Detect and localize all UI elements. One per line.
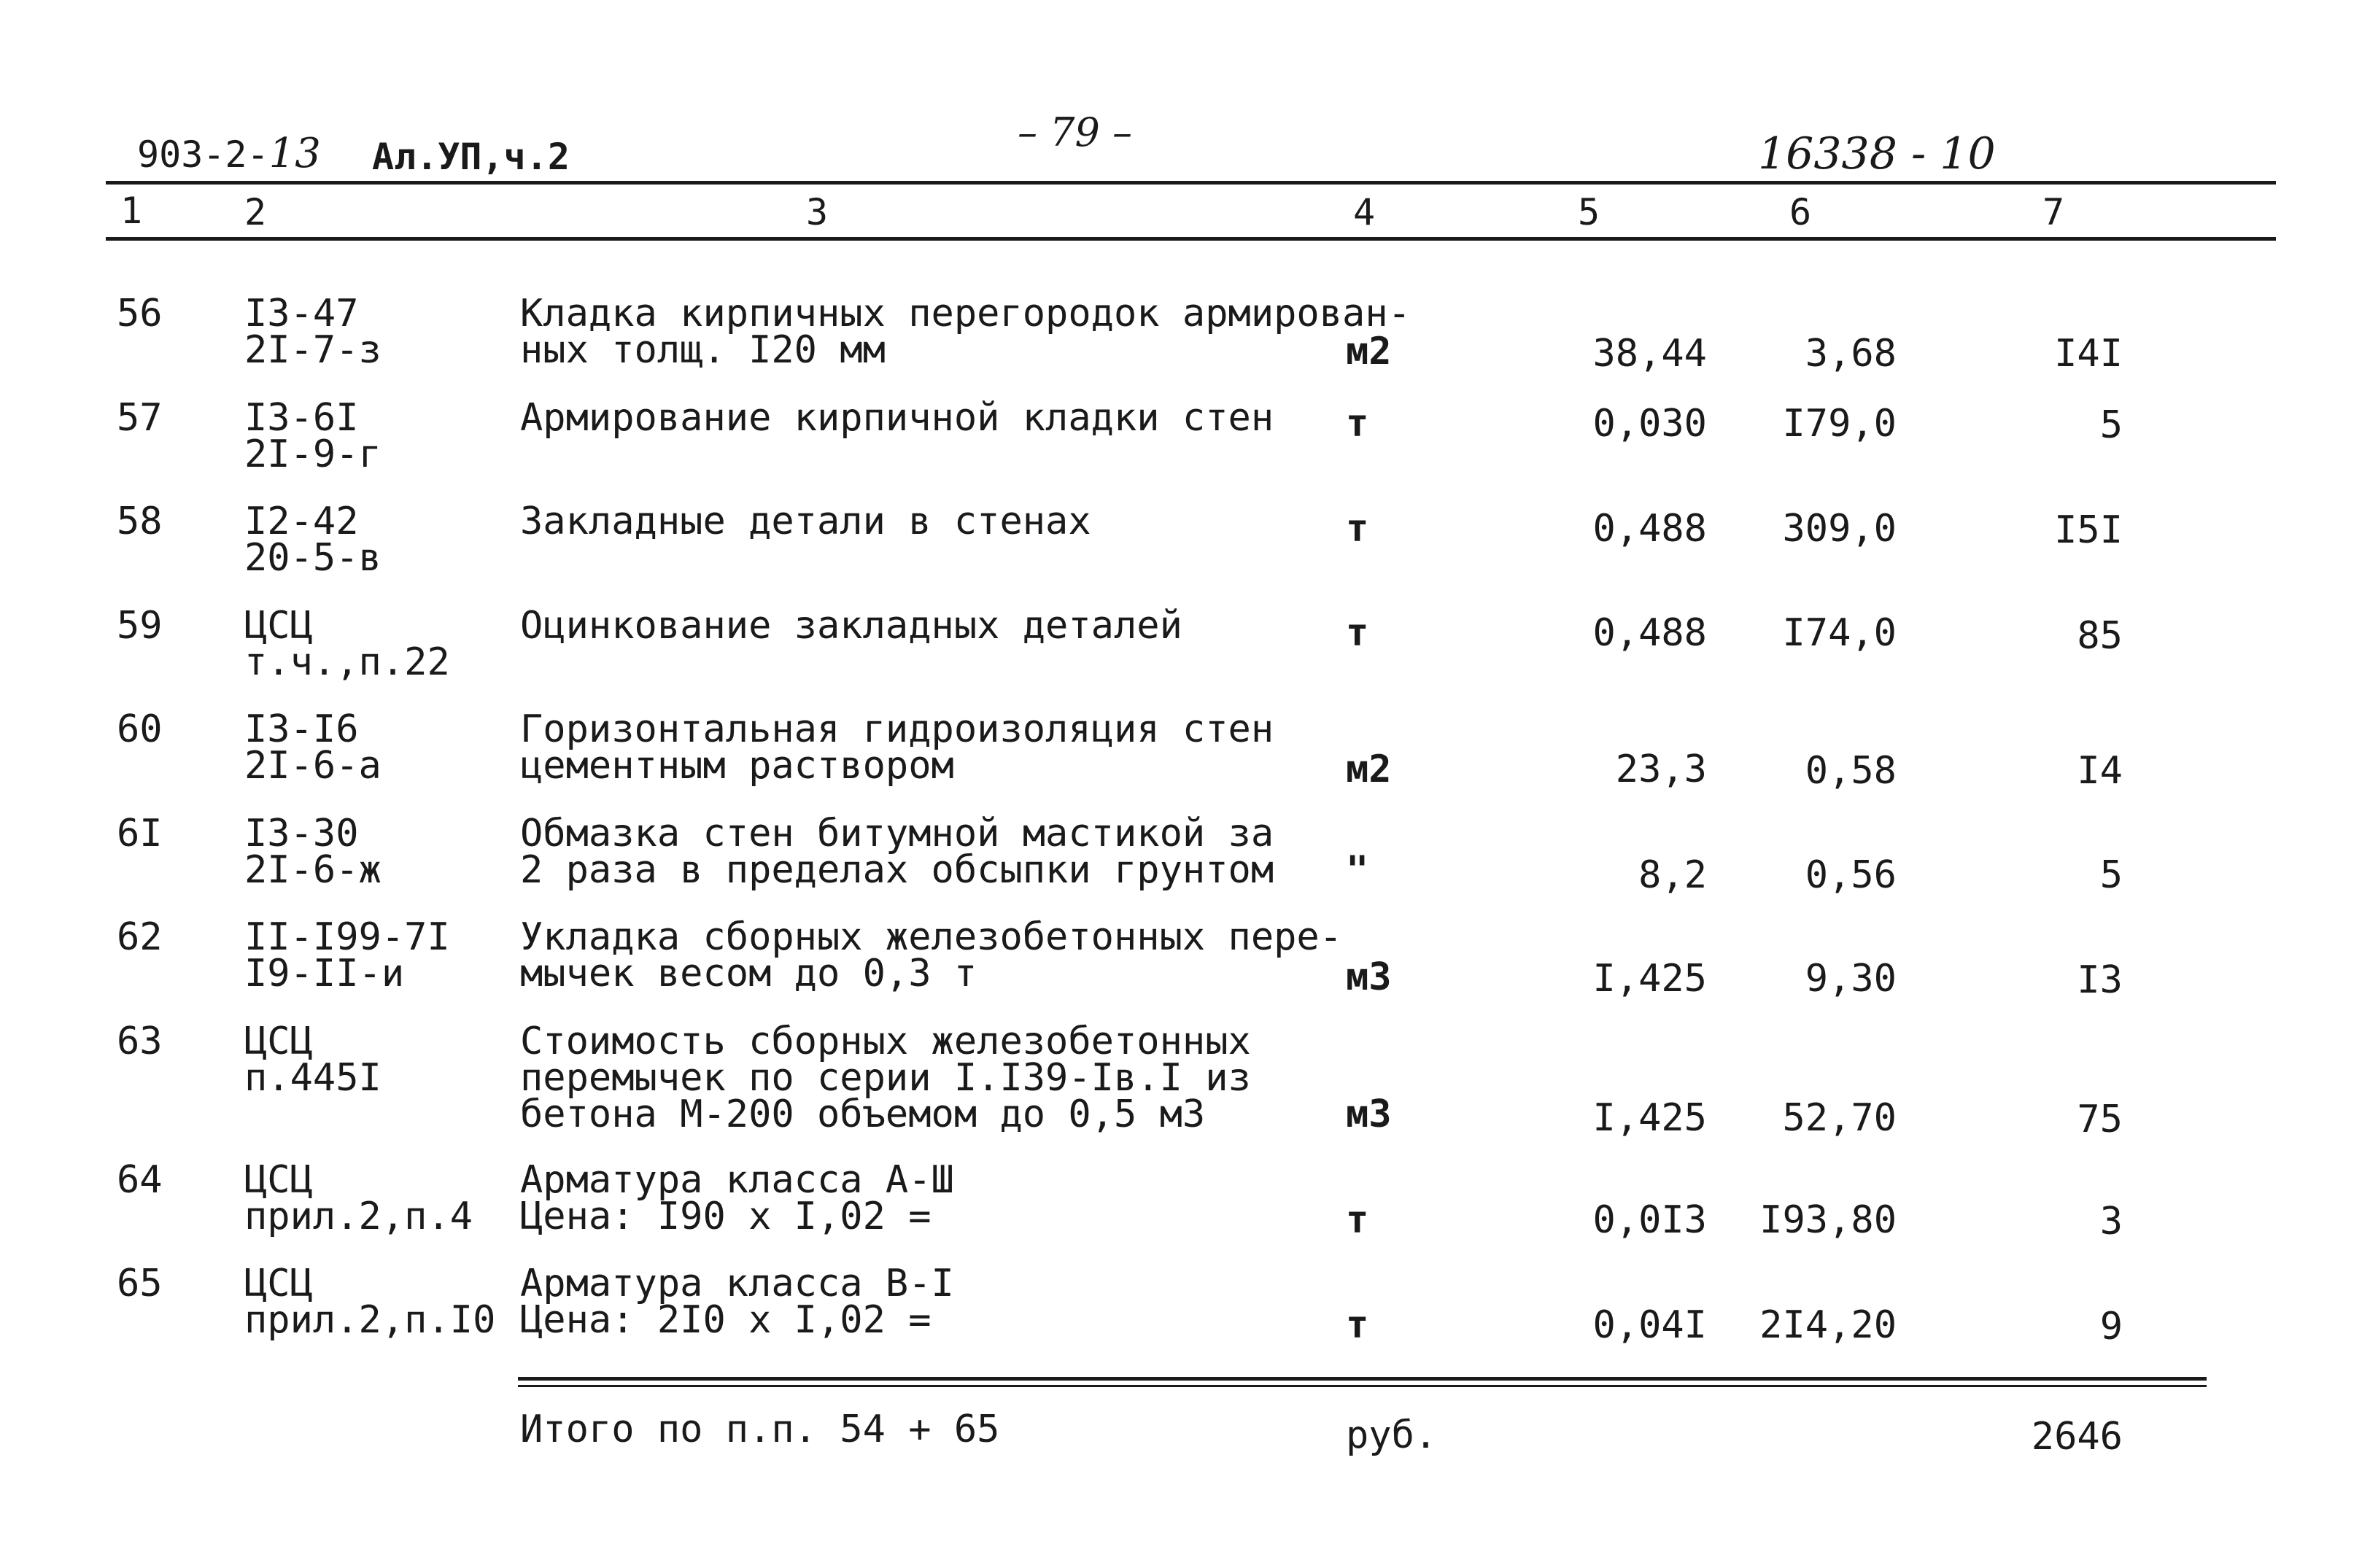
- row-price: I74,0: [1782, 611, 1897, 655]
- row-unit: м2: [1346, 330, 1392, 373]
- row-code-line: ЦСЦ: [244, 1158, 313, 1202]
- row-number: 58: [117, 500, 163, 543]
- row-description-line: 2 раза в пределах обсыпки грунтом: [520, 848, 1274, 892]
- row-number: 64: [117, 1158, 163, 1202]
- row-code: [244, 292, 382, 372]
- row-price: 0,56: [1805, 853, 1897, 897]
- row-quantity: 23,3: [1615, 748, 1707, 791]
- row-price: 309,0: [1782, 507, 1897, 551]
- row-quantity: 0,04I: [1592, 1303, 1707, 1347]
- row-unit: м3: [1346, 1092, 1392, 1136]
- row-code-line: ЦСЦ: [244, 1262, 313, 1305]
- row-price: 9,30: [1805, 957, 1897, 1001]
- row-quantity: 0,488: [1592, 507, 1707, 551]
- row-code-line: I3-6I: [244, 396, 359, 440]
- row-code-line: 2I-7-з: [244, 328, 382, 372]
- row-description: [520, 1158, 954, 1238]
- row-description: [520, 1262, 954, 1342]
- row-description: [520, 604, 1182, 648]
- row-unit: т: [1346, 402, 1369, 446]
- row-description-line: Кладка кирпичных перегородок армирован-: [520, 292, 1411, 335]
- row-total: 3: [2099, 1200, 2123, 1243]
- row-code: [244, 500, 382, 580]
- header-top-rule: [106, 181, 2276, 185]
- row-description-line: бетона М-200 объемом до 0,5 м3: [520, 1092, 1206, 1136]
- row-total: 5: [2099, 853, 2123, 897]
- row-description: [520, 292, 1411, 373]
- row-unit: м3: [1346, 955, 1392, 999]
- row-quantity: 0,0I3: [1592, 1198, 1707, 1242]
- row-unit: т: [1346, 611, 1369, 655]
- row-description-line: Оцинкование закладных деталей: [520, 604, 1182, 648]
- row-total: 5: [2099, 403, 2123, 447]
- row-unit: т: [1346, 1303, 1369, 1347]
- row-number: 6I: [117, 812, 163, 855]
- summary-total: 2646: [2031, 1415, 2123, 1459]
- column-number-5: 5: [1578, 191, 1600, 233]
- row-code-line: прил.2,п.I0: [244, 1298, 496, 1342]
- row-description: [520, 812, 1274, 892]
- row-number: 60: [117, 707, 163, 751]
- row-description-line: Цена: 2I0 х I,02 =: [520, 1298, 932, 1342]
- summary-rule-top: [518, 1377, 2207, 1381]
- row-total: 85: [2077, 614, 2123, 658]
- row-quantity: 38,44: [1592, 332, 1707, 376]
- row-price: 52,70: [1782, 1096, 1897, 1140]
- row-unit: т: [1346, 507, 1369, 551]
- row-code-line: 2I-6-ж: [244, 848, 382, 892]
- row-price: 2I4,20: [1759, 1303, 1897, 1347]
- row-number: 56: [117, 292, 163, 335]
- row-code-line: 2I-9-г: [244, 432, 382, 476]
- column-number-2: 2: [244, 191, 267, 233]
- row-description-line: Цена: I90 х I,02 =: [520, 1195, 932, 1238]
- row-number: 62: [117, 915, 163, 959]
- row-price: 3,68: [1805, 332, 1897, 376]
- row-price: I93,80: [1759, 1198, 1897, 1242]
- row-number: 59: [117, 604, 163, 648]
- album-ref: Ал.УП,ч.2: [372, 136, 570, 178]
- row-code: [244, 1262, 496, 1342]
- row-code-line: ЦСЦ: [244, 1020, 313, 1063]
- row-number: 65: [117, 1262, 163, 1305]
- row-description-line: цементным раствором: [520, 744, 954, 788]
- row-code-line: прил.2,п.4: [244, 1195, 473, 1238]
- row-number: 57: [117, 396, 163, 440]
- document-number: 16338 - 10: [1758, 128, 1996, 179]
- row-quantity: I,425: [1592, 957, 1707, 1001]
- series-code: [137, 130, 321, 177]
- row-description: [520, 915, 1343, 995]
- row-total: I3: [2077, 958, 2123, 1002]
- row-code-line: ЦСЦ: [244, 604, 313, 648]
- header-bottom-rule: [106, 237, 2276, 241]
- row-code-line: I3-I6: [244, 707, 359, 751]
- row-number: 63: [117, 1020, 163, 1063]
- row-description-line: Стоимость сборных железобетонных: [520, 1020, 1251, 1063]
- column-number-7: 7: [2042, 191, 2065, 233]
- row-description-line: мычек весом до 0,3 т: [520, 952, 977, 995]
- row-description-line: Горизонтальная гидроизоляция стен: [520, 707, 1274, 751]
- page-number: – 79 –: [1018, 109, 1133, 155]
- row-code-line: I2-42: [244, 500, 359, 543]
- row-code-line: 20-5-в: [244, 536, 382, 580]
- row-description-line: ных толщ. I20 мм: [520, 328, 886, 372]
- row-price: 0,58: [1805, 749, 1897, 793]
- row-description-line: Закладные детали в стенах: [520, 500, 1091, 543]
- row-description: [520, 707, 1274, 788]
- series-handwritten: 13: [268, 130, 321, 177]
- row-unit: т: [1346, 1198, 1369, 1242]
- row-description-line: Укладка сборных железобетонных пере-: [520, 915, 1343, 959]
- row-unit: м2: [1346, 748, 1392, 791]
- row-code: [244, 1158, 473, 1238]
- row-code-line: I9-II-и: [244, 952, 405, 995]
- row-quantity: I,425: [1592, 1096, 1707, 1140]
- row-code: [244, 812, 382, 892]
- column-number-3: 3: [806, 191, 829, 233]
- row-quantity: 0,488: [1592, 611, 1707, 655]
- series-prefix: 903-2-: [137, 133, 269, 176]
- row-description-line: Арматура класса В-I: [520, 1262, 954, 1305]
- row-description: [520, 500, 1091, 543]
- row-description-line: Обмазка стен битумной мастикой за: [520, 812, 1274, 855]
- row-code: [244, 707, 382, 788]
- row-code-line: I3-30: [244, 812, 359, 855]
- row-code-line: I3-47: [244, 292, 359, 335]
- row-code: [244, 1020, 382, 1100]
- row-code-line: II-I99-7I: [244, 915, 450, 959]
- row-code: [244, 604, 450, 684]
- row-total: I4: [2077, 749, 2123, 793]
- row-description: [520, 1020, 1251, 1136]
- summary-rule-bottom: [518, 1385, 2207, 1387]
- row-total: I4I: [2054, 332, 2123, 376]
- row-quantity: 0,030: [1592, 402, 1707, 446]
- row-unit: ": [1346, 848, 1369, 892]
- row-description: [520, 396, 1274, 440]
- row-code-line: п.445I: [244, 1056, 382, 1100]
- row-description-line: перемычек по серии I.I39-Iв.I из: [520, 1056, 1251, 1100]
- row-quantity: 8,2: [1638, 853, 1707, 897]
- row-code-line: т.ч.,п.22: [244, 640, 450, 684]
- row-description-line: Арматура класса А-Ш: [520, 1158, 954, 1202]
- row-total: I5I: [2054, 508, 2123, 552]
- row-price: I79,0: [1782, 402, 1897, 446]
- column-number-6: 6: [1789, 191, 1812, 233]
- row-total: 75: [2077, 1098, 2123, 1141]
- row-description-line: Армирование кирпичной кладки стен: [520, 396, 1274, 440]
- row-code: [244, 915, 450, 995]
- summary-unit: руб.: [1346, 1413, 1438, 1457]
- column-number-1: 1: [120, 190, 143, 232]
- row-total: 9: [2099, 1305, 2123, 1348]
- row-code-line: 2I-6-а: [244, 744, 382, 788]
- column-number-4: 4: [1353, 191, 1376, 233]
- summary-label: Итого по п.п. 54 + 65: [520, 1408, 1000, 1451]
- row-code: [244, 396, 382, 476]
